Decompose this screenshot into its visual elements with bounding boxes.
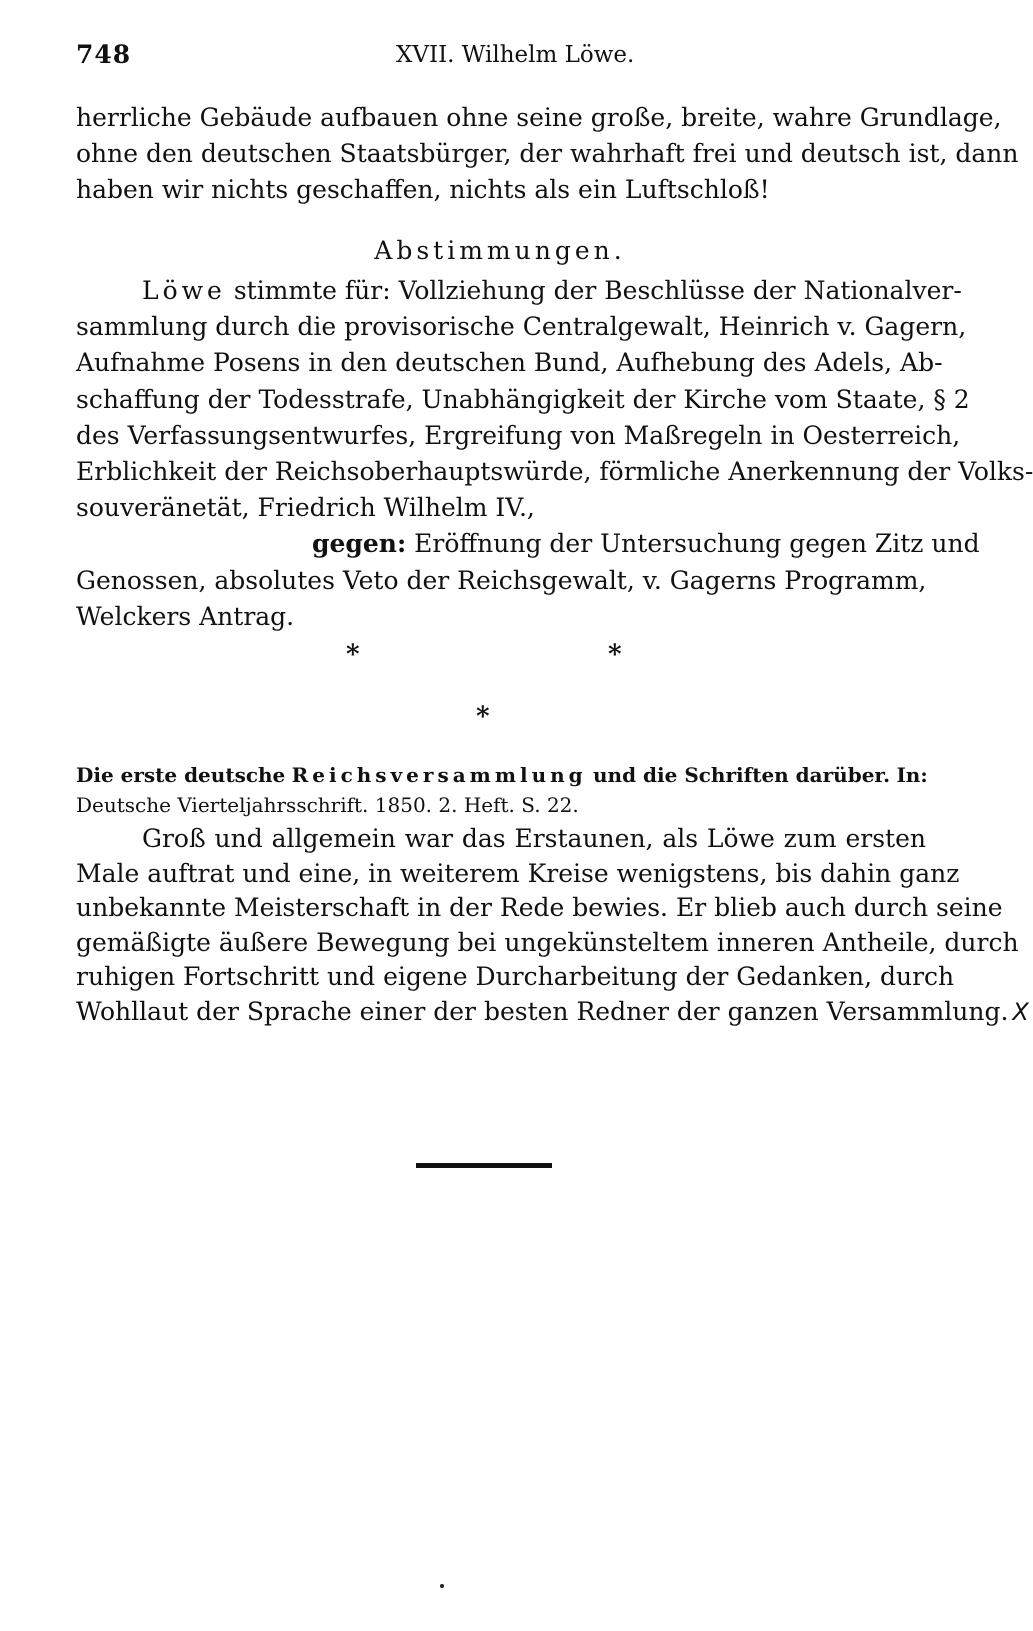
paragraph-line: haben wir nichts geschaffen, nichts als ein Luftschloß! xyxy=(76,175,770,205)
paragraph-last-line xyxy=(76,995,1029,1030)
votes-for-line: des Verfassungsentwurfes, Ergreifung von Maßregeln in Oesterreich, xyxy=(76,420,961,450)
speaker-name: Löwe xyxy=(142,276,226,305)
votes-for-first-line xyxy=(76,273,962,309)
votes-for-line: schaffung der Todesstrafe, Unabhängigkeit der Kirche vom Staate, § 2 xyxy=(76,384,970,414)
page-number: 748 xyxy=(76,40,132,69)
votes-against-line: Welckers Antrag. xyxy=(76,601,295,631)
votes-block xyxy=(76,273,1033,635)
asterisk: * xyxy=(346,640,360,670)
votes-verb: stimmte xyxy=(233,276,337,305)
votes-against-text: Eröffnung der Untersuchung gegen Zitz und xyxy=(414,529,980,559)
running-head: XVII. Wilhelm Löwe. xyxy=(396,42,635,68)
citation-title: Reichsversammlung xyxy=(291,763,587,787)
citation-line: Deutsche Vierteljahrsschrift. 1850. 2. Heft. S. 22. xyxy=(76,793,579,817)
paragraph-closing-speech xyxy=(76,100,1019,209)
paragraph-line: ohne den deutschen Staatsbürger, der wahrhaft frei und deutsch ist, dann xyxy=(76,139,1019,169)
citation-text: und die Schriften darüber. xyxy=(593,763,891,787)
votes-against-line: Genossen, absolutes Veto der Reichsgewalt, v. Gagerns Programm, xyxy=(76,565,927,595)
asterisk: * xyxy=(608,640,622,670)
votes-for-text: Vollziehung der Beschlüsse der Nationalver- xyxy=(398,276,962,305)
paragraph-line: herrliche Gebäude aufbauen ohne seine große, breite, wahre Grundlage, xyxy=(76,103,1002,132)
page-header xyxy=(76,40,924,80)
paragraph-review xyxy=(76,822,1029,1030)
votes-for-line: Erblichkeit der Reichsoberhauptswürde, förmliche Anerkennung der Volks- xyxy=(76,456,1033,486)
paragraph-line-text: Wohllaut der Sprache einer der besten Redner der ganzen Versammlung. xyxy=(76,996,1009,1026)
votes-for-line: sammlung durch die provisorische Centralgewalt, Heinrich v. Gagern, xyxy=(76,312,967,342)
paragraph-line: Groß und allgemein war das Erstaunen, als Löwe zum ersten xyxy=(142,824,926,853)
votes-for-label: für: xyxy=(344,276,391,305)
paragraph-line: ruhigen Fortschritt und eigene Durcharbeitung der Gedanken, durch xyxy=(76,962,955,992)
citation-text: In: xyxy=(896,763,928,787)
votes-for-line: Aufnahme Posens in den deutschen Bund, Aufhebung des Adels, Ab- xyxy=(76,348,943,378)
citation-text: Die erste deutsche xyxy=(76,763,286,787)
paper-speck xyxy=(440,1584,444,1588)
paragraph-line: gemäßigte äußere Bewegung bei ungekünsteltem inneren Antheile, durch xyxy=(76,927,1019,957)
asterism-divider xyxy=(0,640,1000,730)
source-citation xyxy=(76,760,926,820)
section-title: Abstimmungen. xyxy=(374,236,626,265)
paragraph-line: unbekannte Meisterschaft in der Rede bewies. Er blieb auch durch seine xyxy=(76,893,1003,923)
asterisk: * xyxy=(476,702,490,732)
paragraph-line: Male auftrat und eine, in weiterem Kreise wenigstens, bis dahin ganz xyxy=(76,858,960,888)
citation-line xyxy=(76,760,926,790)
votes-against-label: gegen: xyxy=(312,529,407,559)
votes-against-first-line xyxy=(76,526,980,562)
end-rule xyxy=(416,1163,552,1168)
votes-for-line: souveränetät, Friedrich Wilhelm IV., xyxy=(76,493,535,523)
handwritten-mark: X xyxy=(1012,997,1029,1026)
